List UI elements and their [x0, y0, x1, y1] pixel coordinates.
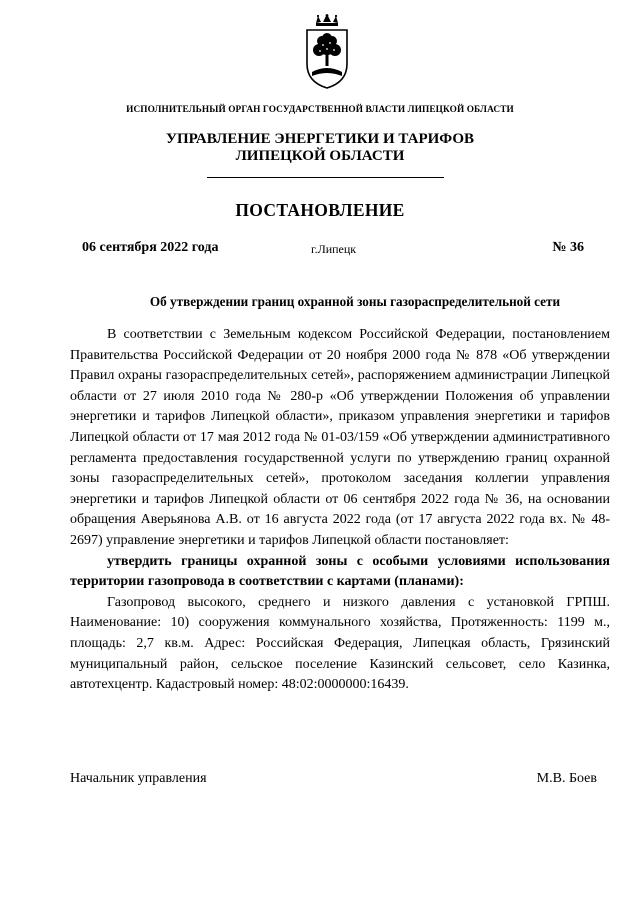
organization-name: ИСПОЛНИТЕЛЬНЫЙ ОРГАН ГОСУДАРСТВЕННОЙ ВЛАСТИ ЛИПЕЦКОЙ ОБЛАСТИ [126, 105, 514, 115]
preamble-paragraph: В соответствии с Земельным кодексом Российской Федерации, постановлением Правительства Российской Федерации от 20 ноября 2000 года № 878 «Об утверждении Правил охраны газораспределительных сетей», распоряжением администрации Липецкой области от 27 июля 2010 года № 280-р «Об утверждении Положения об управлении энергетики и тарифов Липецкой области», приказом управления энергетики и тарифов Липецкой области от 17 мая 2012 года № 01-03/159 «Об утверждении административного регламента предоставления государственной услуги по утверждению границ охранной зоны газораспределительных сетей», протоколом заседания коллегии управления энергетики и тарифов Липецкой области от 06 сентября 2022 года № 36, на основании обращения Аверьянова А.В. от 16 августа 2022 года (от 17 августа 2022 года вх. № 48-2697) управление энергетики и тарифов Липецкой области постановляет: [70, 327, 610, 548]
document-type: ПОСТАНОВЛЕНИЕ [235, 200, 405, 220]
coat-of-arms-icon [304, 14, 350, 90]
document-body [70, 325, 610, 696]
signer-name: М.В. Боев [536, 771, 597, 786]
document-number: № 36 [552, 240, 584, 255]
signer-title: Начальник управления [70, 771, 207, 786]
department-name [0, 131, 640, 165]
department-line-1: УПРАВЛЕНИЕ ЭНЕРГЕТИКИ И ТАРИФОВ [165, 131, 475, 147]
document-date: 06 сентября 2022 года [82, 240, 219, 255]
document-subject: Об утверждении границ охранной зоны газораспределительной сети [149, 294, 561, 309]
resolution-paragraph: утвердить границы охранной зоны с особыми условиями использования территории газопровода в соответствии с картами (планами): [70, 553, 610, 590]
header-divider [207, 177, 444, 178]
department-line-2: ЛИПЕЦКОЙ ОБЛАСТИ [235, 148, 405, 164]
document-city: г.Липецк [311, 242, 357, 256]
object-description-paragraph: Газопровод высокого, среднего и низкого давления с установкой ГРПШ. Наименование: 10) сооружения коммунального хозяйства, Протяженность: 1199 м., площадь: 2,7 кв.м. Адрес: Российская Федерация, Липецкая область, Грязинский муниципальный район, сельское поселение Казинский сельсовет, село Казинка, автотехцентр. Кадастровый номер: 48:02:0000000:16439. [70, 594, 610, 693]
